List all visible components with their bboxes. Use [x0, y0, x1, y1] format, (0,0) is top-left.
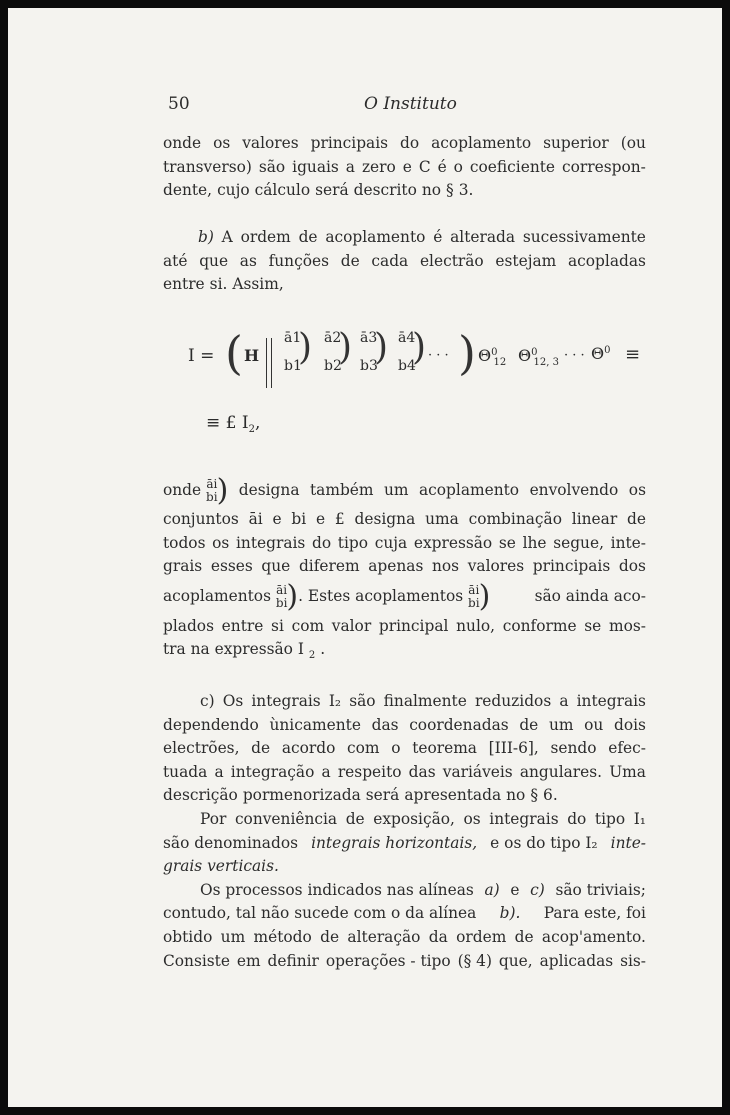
word: no [506, 786, 526, 805]
text-line [163, 555, 646, 579]
eq-pair-top: ā4 [398, 330, 416, 346]
word: obtido [163, 927, 213, 946]
word: transverso) [163, 157, 252, 176]
word: da [428, 927, 448, 946]
word: todos [163, 533, 206, 552]
word: acoplamento [325, 228, 426, 246]
item-label: b) [198, 228, 214, 246]
italic-term: inte- [610, 833, 646, 852]
word: pormenorizada [242, 786, 361, 805]
word: será [315, 181, 349, 200]
word: descrição [163, 786, 238, 805]
word: conjuntos [163, 510, 239, 528]
text-line [163, 761, 646, 785]
word: de [251, 739, 271, 758]
text-line: onde āi bi ) designa também um acoplamento envolvendo os [163, 473, 646, 508]
word: um [384, 481, 409, 500]
word: e [510, 880, 520, 899]
word: correspon- [562, 157, 646, 176]
text-line [163, 902, 646, 926]
word: operações - tipo [325, 951, 451, 970]
word: em [236, 951, 261, 970]
word: entre [163, 275, 205, 294]
word: valores [467, 557, 525, 576]
word: superior [543, 134, 609, 152]
eq-equiv: ≡ [625, 344, 641, 365]
word: § [530, 786, 539, 805]
word: teorema [412, 739, 477, 758]
word: se [498, 533, 516, 552]
word: são triviais; [555, 880, 646, 899]
eq-close-paren: ) [458, 326, 476, 380]
text-line [163, 879, 646, 903]
word: integrais [235, 533, 306, 552]
word: a [214, 762, 224, 781]
item-label: b). [499, 904, 521, 923]
item-label: a) [484, 880, 500, 899]
word: inte- [610, 533, 646, 552]
word: tipo [594, 809, 626, 828]
word: os [628, 481, 646, 500]
word: acopladas [567, 251, 646, 270]
word: de [514, 927, 534, 946]
text-line [163, 926, 646, 950]
word: que [261, 557, 291, 576]
word: expressão [413, 533, 493, 552]
word: e [316, 510, 326, 528]
text-line [163, 508, 646, 532]
word: principal [378, 616, 449, 635]
word: cada [371, 251, 409, 270]
word: C [418, 157, 431, 176]
word: apresentada [404, 786, 502, 805]
text-line [163, 855, 646, 879]
word: no [421, 181, 442, 200]
word: funções [268, 251, 329, 270]
word: A [221, 228, 233, 246]
eq-theta-2: $\Theta^0_{12, 3}$ [518, 346, 559, 368]
word: £ [334, 510, 345, 528]
word: o [453, 157, 463, 176]
text-line: tra na expressão I $_2$ . [163, 640, 326, 662]
word: com [291, 616, 325, 635]
eq-ellipsis: · · · [564, 348, 585, 363]
word: principais [532, 557, 611, 576]
word: de [298, 228, 318, 246]
word: integrais [576, 692, 646, 710]
word: integrais [489, 809, 559, 828]
text-line [163, 690, 646, 714]
word: de [320, 927, 340, 946]
word: do [312, 533, 332, 552]
eq-ellipsis: · · · [428, 348, 449, 363]
word: a [559, 692, 569, 710]
word: angulares. [519, 762, 603, 781]
word: sendo [550, 739, 597, 758]
word: acordo [281, 739, 336, 758]
eq-pair-bracket: ) [338, 327, 353, 368]
word: se [584, 616, 602, 635]
word: do [567, 809, 587, 828]
word: Consiste [163, 951, 230, 970]
word: reduzidos [474, 692, 552, 710]
word: estejam [495, 251, 557, 270]
text-line [163, 784, 646, 808]
word: sis- [620, 951, 646, 970]
word: uma [425, 510, 459, 528]
word: Por [200, 809, 227, 828]
page-number: 50 [168, 94, 190, 114]
word: cuja [374, 533, 408, 552]
word: electrão [419, 251, 484, 270]
word: I₂ [328, 692, 342, 710]
word: finalmente [383, 692, 467, 710]
word: designa [354, 510, 416, 528]
word: iguais [292, 157, 339, 176]
word: o [391, 739, 401, 758]
word: e [402, 157, 412, 176]
word: de [345, 809, 365, 828]
text-line [163, 714, 646, 738]
word: acop'amento. [541, 927, 646, 946]
word: Os processos indicados nas alíneas [200, 880, 474, 899]
word: de [519, 715, 539, 734]
word: si. [209, 275, 228, 294]
word: as [239, 251, 257, 270]
running-title: O Instituto [364, 94, 457, 114]
eq-pair-bottom: b3 [360, 358, 378, 374]
word: a [345, 157, 355, 176]
word: respeito [337, 762, 402, 781]
eq-pair-bracket: ) [298, 327, 313, 368]
word: dente, [163, 181, 213, 200]
word: de [340, 251, 360, 270]
eq-double-bar [266, 338, 272, 388]
word: principais [310, 134, 389, 152]
item-label: c) [530, 880, 545, 899]
word: [III-6], [488, 739, 539, 758]
word: diferem [298, 557, 360, 576]
word: os [213, 134, 231, 152]
word: até [163, 251, 188, 270]
eq-open-paren: ( [225, 326, 243, 380]
text-line [163, 832, 646, 856]
word: alteração [347, 927, 421, 946]
word: tipo [337, 533, 369, 552]
word: valores [242, 134, 299, 152]
word: mos- [609, 616, 646, 635]
word: plados [163, 616, 214, 635]
word: dos [618, 557, 646, 576]
word: nos [431, 557, 460, 576]
word: esses [210, 557, 253, 576]
page [8, 8, 722, 1107]
word: são denominados [163, 833, 298, 852]
word: método [253, 927, 312, 946]
word: que [199, 251, 229, 270]
italic-term: grais verticais. [163, 857, 279, 876]
word: onde [163, 134, 202, 152]
word: grais [163, 557, 203, 576]
word: (ou [620, 134, 646, 152]
eq-theta-3: $\Theta^0$ [591, 344, 611, 363]
word: que, [498, 951, 533, 970]
word: será [365, 786, 400, 805]
word: e os do tipo I₂ [490, 833, 598, 852]
word: . Estes acoplamentos [298, 586, 464, 605]
word: um [220, 927, 246, 946]
word: si [271, 616, 284, 635]
word: os [212, 533, 230, 552]
word: 6. [543, 786, 558, 805]
word: acoplamentos [163, 586, 271, 605]
text-line: acoplamentos āi bi ). Estes acoplamentos āi bi ) são ainda aco- [163, 578, 646, 614]
equation-block [8, 8, 722, 448]
word: (§ 4) [457, 951, 492, 970]
word: efec- [608, 739, 646, 758]
word: de [627, 510, 646, 528]
word: āi [248, 510, 263, 528]
word: sucessivamente [522, 228, 646, 246]
word: exposição, [373, 809, 455, 828]
word: a [321, 762, 331, 781]
word: nulo, [456, 616, 496, 635]
word: são ainda aco- [534, 586, 646, 605]
word: das [371, 715, 399, 734]
word: conforme [502, 616, 577, 635]
word: integrais [251, 692, 321, 710]
word: 3. [458, 181, 474, 200]
word: cálculo [254, 181, 311, 200]
word: contudo, tal não sucede com o da alínea [163, 904, 477, 923]
word: Os [222, 692, 244, 710]
eq-pair-bottom: b1 [284, 358, 302, 374]
eq-pair-bottom: b4 [398, 358, 416, 374]
word: lhe [522, 533, 547, 552]
word: os [463, 809, 481, 828]
word: entre [221, 616, 264, 635]
italic-term: integrais horizontais, [311, 833, 478, 852]
word: dois [613, 715, 646, 734]
word: ordem [240, 228, 291, 246]
eq-operator-h: H [244, 346, 260, 365]
text-line [163, 615, 646, 639]
word: um [548, 715, 574, 734]
eq-pair-bracket: ) [374, 327, 389, 368]
eq-pair-top: ā2 [324, 330, 342, 346]
word: Para este, foi [543, 904, 646, 923]
word: coordenadas [409, 715, 509, 734]
word: tuada [163, 762, 208, 781]
eq-pair-bottom: b2 [324, 358, 342, 374]
word: coeficiente [469, 157, 556, 176]
text-line [163, 532, 646, 556]
word: definir [267, 951, 319, 970]
word: § [446, 181, 454, 200]
word: aplicadas [539, 951, 614, 970]
eq-lhs: I = [188, 346, 215, 366]
inline-pair: āi bi [468, 582, 480, 610]
word: integração [230, 762, 315, 781]
eq-pair-bracket: ) [412, 327, 427, 368]
word: I₁ [633, 809, 646, 828]
word: Uma [609, 762, 646, 781]
word: variáveis [442, 762, 513, 781]
word: zero [361, 157, 396, 176]
word: designa [238, 481, 300, 500]
word: e [272, 510, 282, 528]
word: são [258, 157, 286, 176]
word: linear [571, 510, 618, 528]
word: são [349, 692, 376, 710]
word: é [433, 228, 443, 246]
inline-pair: āi bi [275, 582, 288, 610]
eq-pair-top: ā3 [360, 330, 378, 346]
word: é [437, 157, 447, 176]
word: acoplamento [419, 481, 520, 500]
word: cujo [217, 181, 250, 200]
word: ordem [456, 927, 507, 946]
inline-pair: āi bi [206, 477, 218, 504]
word: c) [200, 692, 215, 710]
text-line [163, 808, 646, 832]
eq-line-2: ≡ £ $I_2$, [206, 413, 261, 435]
word: tra na expressão I [163, 640, 304, 659]
word: electrões, [163, 739, 240, 758]
word: dependendo [163, 715, 259, 734]
word: do [400, 134, 420, 152]
word: onde [163, 481, 202, 499]
paragraph-4 [163, 690, 646, 973]
word: das [408, 762, 436, 781]
word: apenas [368, 557, 424, 576]
word: ùnicamente [269, 715, 361, 734]
word: com [347, 739, 380, 758]
text-line [163, 950, 646, 974]
word: Assim, [232, 275, 284, 294]
paragraph-3 [163, 474, 646, 662]
word: envolvendo [529, 481, 619, 500]
word: ou [584, 715, 604, 734]
word: segue, [553, 533, 604, 552]
text-line [163, 737, 646, 761]
word: também [310, 481, 374, 500]
word: combinação [468, 510, 562, 528]
word: valor [331, 616, 372, 635]
word: conveniência [234, 809, 338, 828]
eq-pair-top: ā1 [284, 330, 302, 346]
word: alterada [450, 228, 516, 246]
word: bi [291, 510, 307, 528]
eq-theta-1: $\Theta^0_{12}$ [478, 346, 507, 368]
word: acoplamento [431, 134, 532, 152]
word: descrito [353, 181, 417, 200]
